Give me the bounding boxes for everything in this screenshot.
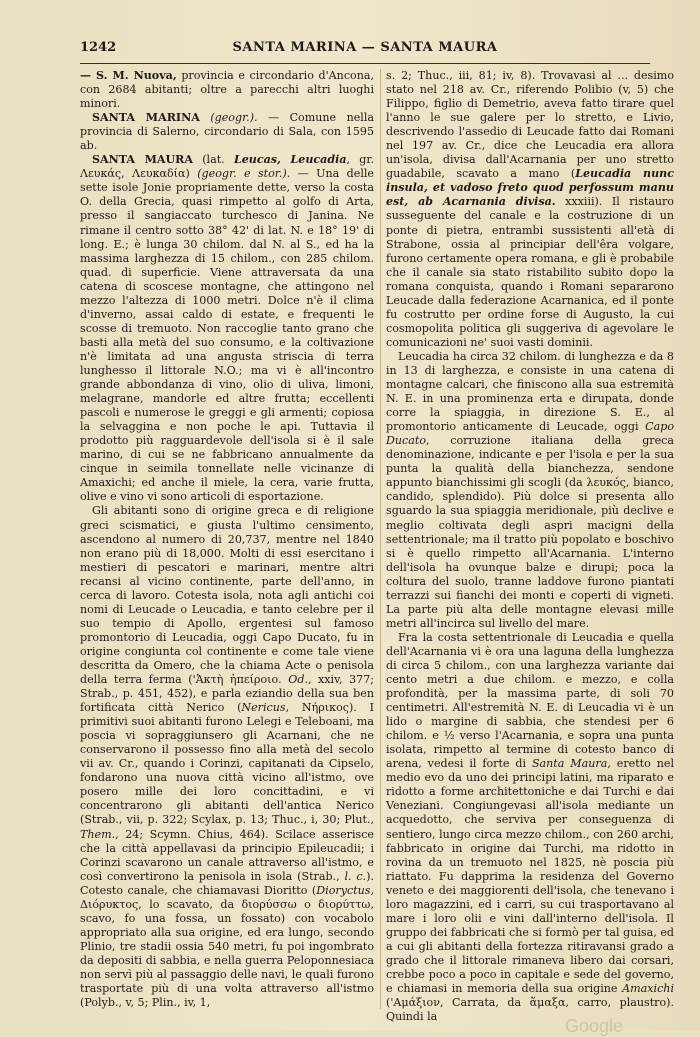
running-title: SANTA MARINA — SANTA MAURA [232,40,498,55]
page-number: 1242 [80,40,117,55]
paragraph-canal-history: s. 2; Thuc., iii, 81; iv, 8). Trovavasi al ... desimo stato nel 218 av. Cr., riferendo Polibio (v, 5) che Filippo, figlio di Demetrio, aveva fatto tirare quel l'anno le sue galere per lo stretto, e Livio, descrivendo l'assedio di Leucade fatto dai Romani nel 197 av. Cr., dice che Leucadia era allora un'isola, divisa dall'Acarnania per uno stretto guadabile, scavato a mano (Leucadia nunc insula, et vadoso freto quod perfossum manu est, ab Acarnania divisa. xxxiii). Il ristauro susseguente del canale e la costruzione di un ponte di pietra, entrambi sussistenti all'età di Strabone, ossia al principiar dell'êra volgare, furono certamente opera romana, e gli è probabile che il canale sia stato ristabilito subito dopo la romana conquista, quando i Romani separarono Leucade dalla federazione Acarnanica, ed il ponte fu costrutto per ordine forse di Augusto, la cui cosmopolita politica gli suggeriva di agevolare le comunicazioni ne' suoi vasti dominii. [386,69,674,349]
paragraph-inhabitants: Gli abitanti sono di origine greca e di religione greci scismatici, e giusta l'ultimo censimento, ascendono al numero di 20,737, mentre nel 1840 non erano più di 18,000. Molti di essi esercitano i mestieri di pescatori e marinari, mentre altri recansi al vicino continente, parte dell'anno, in cerca di lavoro. Cotesta isola, nota agli antichi coi nomi di Leucade o Leucadia, e tanto celebre per il suo tempio di Apollo, ergentesi sul famoso promontorio di Leucadia, oggi Capo Ducato, fu in origine congiunta col continente e come tale viene descritta da Omero, che la chiama Acte o penisola della terra ferma ('Ἀκτὴ ἠπείροιο. Od., xxiv, 377; Strab., p. 451, 452), e parla eziandio della sua ben fortificata città Nerico (Nericus, Νήρικος). I primitivi suoi abitanti furono Lelegi e Teleboani, ma poscia vi sopraggiunsero gli Acarnani, che ne conservarono il possesso fino alla metà del secolo vii av. Cr., quando i Corinzi, capitanati da Cipselo, fondarono una nuova città vicino all'istmo, ove posero mille dei loro concittadini, e vi concentrarono gli abitanti dell'antica Nerico (Strab., vii, p. 322; Scylax, p. 13; Thuc., i, 30; Plut., Them., 24; Scymn. Chius, 464). Scilace asserisce che la città appellavasi da principio Epileucadii; i Corinzi scavarono un canale attraverso all'istmo, e così convertirono la penisola in isola (Strab., l. c.). Cotesto canale, che chiamavasi Dioritto (Dioryctus, Διόρυκτος, lo scavato, da διορύσσω o διορύττω, scavo, fo una fossa, un fossato) con vocabolo appropriato alla sua origine, ed era lungo, secondo Plinio, tre stadii ossia 540 metri, fu poi ingombrato da depositi di sabbia, e nella guerra Peloponnesiaca non servì più al passaggio delle navi, le quali furono trasportate più di una volta attraverso all'istmo (Polyb., v, 5; Plin., iv, 1, [80,504,375,1010]
right-column [386,69,674,1024]
entry-santa-maria-nuova: — S. M. Nuova, provincia e circondario d'Ancona, con 2684 abitanti; oltre a parecchi altri luoghi minori. [80,69,375,111]
entry-santa-marina: SANTA MARINA (geogr.). — Comune nella provincia di Salerno, circondario di Sala, con 1595 ab. [80,111,374,153]
left-column [80,69,374,1014]
column-gutter [380,69,381,1009]
paragraph-geography: Leucadia ha circa 32 chilom. di lunghezza e da 8 in 13 di larghezza, e consiste in una catena di montagne calcari, che finiscono alla sua estremità N. E. in una prominenza erta e dirupata, donde corre la spiaggia, in direzione S. E., al promontorio anticamente di Leucade, oggi Capo Ducato, corruzione italiana della greca denominazione, indicante e per l'isola e per la sua punta la qualità della bianchezza, sendone appunto bianchissimi gli scogli (da λευκός, bianco, candido, splendido). Più dolce si presenta allo sguardo la sua spiaggia meridionale, più declive e meglio coltivata degli aspri macigni della settentrionale; ma il tratto più popolato e boschivo si è quello rimpetto all'Acarnania. L'interno dell'isola ha ovunque balze e dirupi; poca la coltura del suolo, tranne laddove furono piantati terrazzi sui fianchi dei monti e coperti di vigneti. La parte più alta delle montagne elevasi mille metri all'incirca sul livello del mare. [386,349,674,630]
paragraph-lagoon-fort: Fra la costa settentrionale di Leucadia e quella dell'Acarnania vi è ora una laguna della lunghezza di circa 5 chilom., con una larghezza variante dai cento metri a due chilom. e mezzo, e colla profondità, per la massima parte, di soli 70 centimetri. All'estremità N. E. di Leucadia vi è un lido o margine di sabbia, che stendesi per 6 chilom. e ½ verso l'Acarnania, e sopra una punta isolata, rimpetto al termine di cotesto banco di arena, vedesi il forte di Santa Maura, eretto nel medio evo da uno dei principi latini, ma riparato e ridotto a forme architettoniche e dai Turchi e dai Veneziani. Congiungevasi all'isola mediante un acquedotto, che serviva per conseguenza di sentiero, lungo circa mezzo chilom., con 260 archi, fabbricato in origine dai Turchi, ma ridotto in rovina da un tremuoto nel 1825, nè poscia più riattato. Fu dapprima la residenza del Governo veneto e dei maggiorenti dell'isola, che tenevano i loro magazzini, ed i carri, su cui trasportavano al mare i loro olii e vini dall'interno dell'isola. Il gruppo dei fabbricati che si formò per tal guisa, ed a cui gli abitanti della fortezza ritiravansi grado a grado che il littorale rimaneva libero dai corsari, crebbe poco a poco in capitale e sede del governo, e chiamasi in memoria della sua origine Amaxichi ('Αμάξιον, Carrata, da ἅμαξα, carro, plaustro). Quindi la [386,630,674,1024]
watermark: Google [565,1016,624,1036]
running-header [80,36,650,60]
header-rule [80,63,650,64]
entry-santa-maura: SANTA MAURA (lat. Leucas, Leucadia, gr. Λευκάς, Λευκαδία) (geogr. e stor.). — Una delle sette isole Jonie propriamente dette, verso la costa O. della Grecia, quasi rimpetto al golfo di Arta, presso il sangiaccato turchesco di Janina. Ne rimane il centro sotto 38° 42' di lat. N. e 18° 19' di long. E.; è lunga 30 chilom. dal N. al S., ed ha la massima larghezza di 15 chilom., con 285 chilom. quad. di superficie. Viene attraversata da una catena di scoscese montagne, che attingono nel mezzo l'altezza di 1000 metri. Dolce n'è il clima d'inverno, assai caldo di estate, e frequenti le scosse di tremuoto. Non raccoglie tanto grano che basti alla metà del suo consumo, e la coltivazione n'è limitata ad una angusta striscia di terra lunghesso il littorale N.O.; ma vi è all'incontro grande abbondanza di vino, olio di uliva, limoni, melagrane, mandorle ed altre frutta; eccellenti pascoli e numerose le greggi e gli armenti; copiosa la selvaggina e non poche le api. Tuttavia il prodotto più ragguardevole dell'isola si è il sale marino, di cui se ne fabbricano annualmente da cinque in seimila tonnellate nelle vicinanze di Amaxichi; ed anche il miele, la cera, varie frutta, olive e vino vi sono articoli di esportazione. [80,153,374,504]
